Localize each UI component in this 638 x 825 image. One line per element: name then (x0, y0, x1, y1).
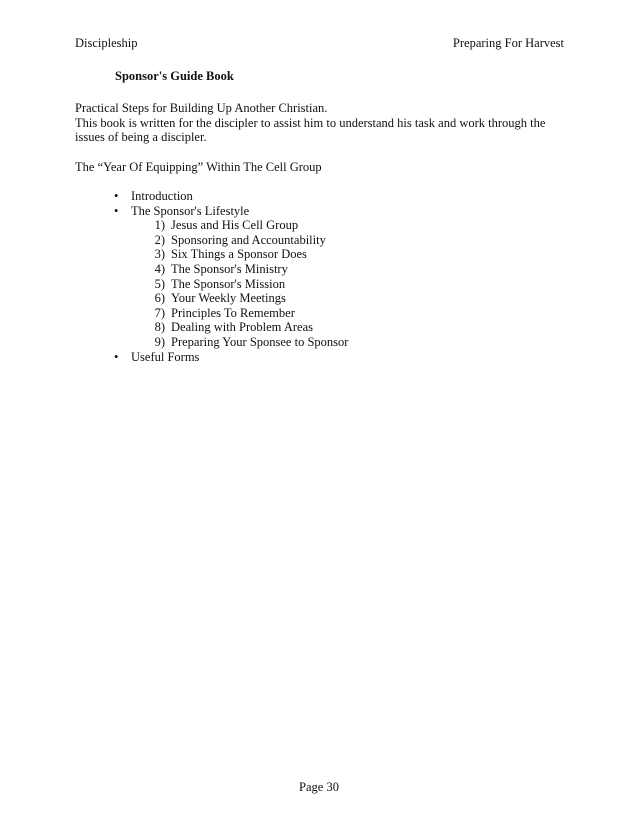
item-number: 8) (154, 320, 165, 335)
bullet-icon: • (114, 349, 119, 364)
outline-numbered-item (75, 335, 564, 350)
outline-numbered-item (75, 306, 564, 321)
outline-bullet-label: Useful Forms (131, 349, 200, 364)
page-header (75, 36, 564, 52)
outline-numbered-item (75, 247, 564, 262)
item-number: 6) (154, 291, 165, 306)
item-label: Sponsoring and Accountability (171, 232, 326, 247)
item-number: 9) (154, 334, 165, 349)
outline-numbered-item (75, 277, 564, 292)
page-footer (0, 780, 638, 795)
item-label: Jesus and His Cell Group (171, 218, 299, 233)
item-label: The Sponsor's Mission (171, 276, 286, 291)
outline-bullet-item (75, 189, 564, 204)
outline-numbered-item (75, 291, 564, 306)
item-number: 7) (154, 305, 165, 320)
intro-line: Practical Steps for Building Up Another Christian. (75, 101, 328, 115)
intro-line: issues of being a discipler. (75, 130, 207, 145)
guide-title: Sponsor's Guide Book (115, 69, 234, 83)
outline-numbered-item (75, 233, 564, 248)
item-label: Six Things a Sponsor Does (171, 247, 307, 262)
item-label: The Sponsor's Ministry (171, 261, 288, 276)
bullet-icon: • (114, 203, 119, 218)
item-number: 3) (154, 247, 165, 262)
outline-bullet-item (75, 350, 564, 365)
item-label: Your Weekly Meetings (171, 291, 286, 306)
outline-bullet-label: The Sponsor's Lifestyle (131, 203, 250, 218)
item-number: 1) (154, 218, 165, 233)
item-label: Principles To Remember (171, 305, 295, 320)
outline-numbered-item (75, 320, 564, 335)
item-number: 4) (154, 261, 165, 276)
item-label: Preparing Your Sponsee to Sponsor (171, 334, 349, 349)
outline-numbered-item (75, 218, 564, 233)
intro-paragraph (75, 101, 564, 145)
page-number: Page 30 (299, 780, 339, 794)
section-heading: The “Year Of Equipping” Within The Cell Group (75, 160, 322, 174)
header-right-title: Preparing For Harvest (452, 36, 564, 50)
outline-bullet-item (75, 204, 564, 219)
header-left-title: Discipleship (75, 36, 138, 50)
contents-outline (75, 189, 564, 364)
item-number: 5) (154, 276, 165, 291)
item-label: Dealing with Problem Areas (171, 320, 313, 335)
outline-numbered-item (75, 262, 564, 277)
outline-bullet-label: Introduction (131, 189, 193, 203)
bullet-icon: • (114, 189, 119, 203)
item-number: 2) (154, 232, 165, 247)
intro-line: This book is written for the discipler to assist him to understand his task and work through the (75, 115, 546, 130)
